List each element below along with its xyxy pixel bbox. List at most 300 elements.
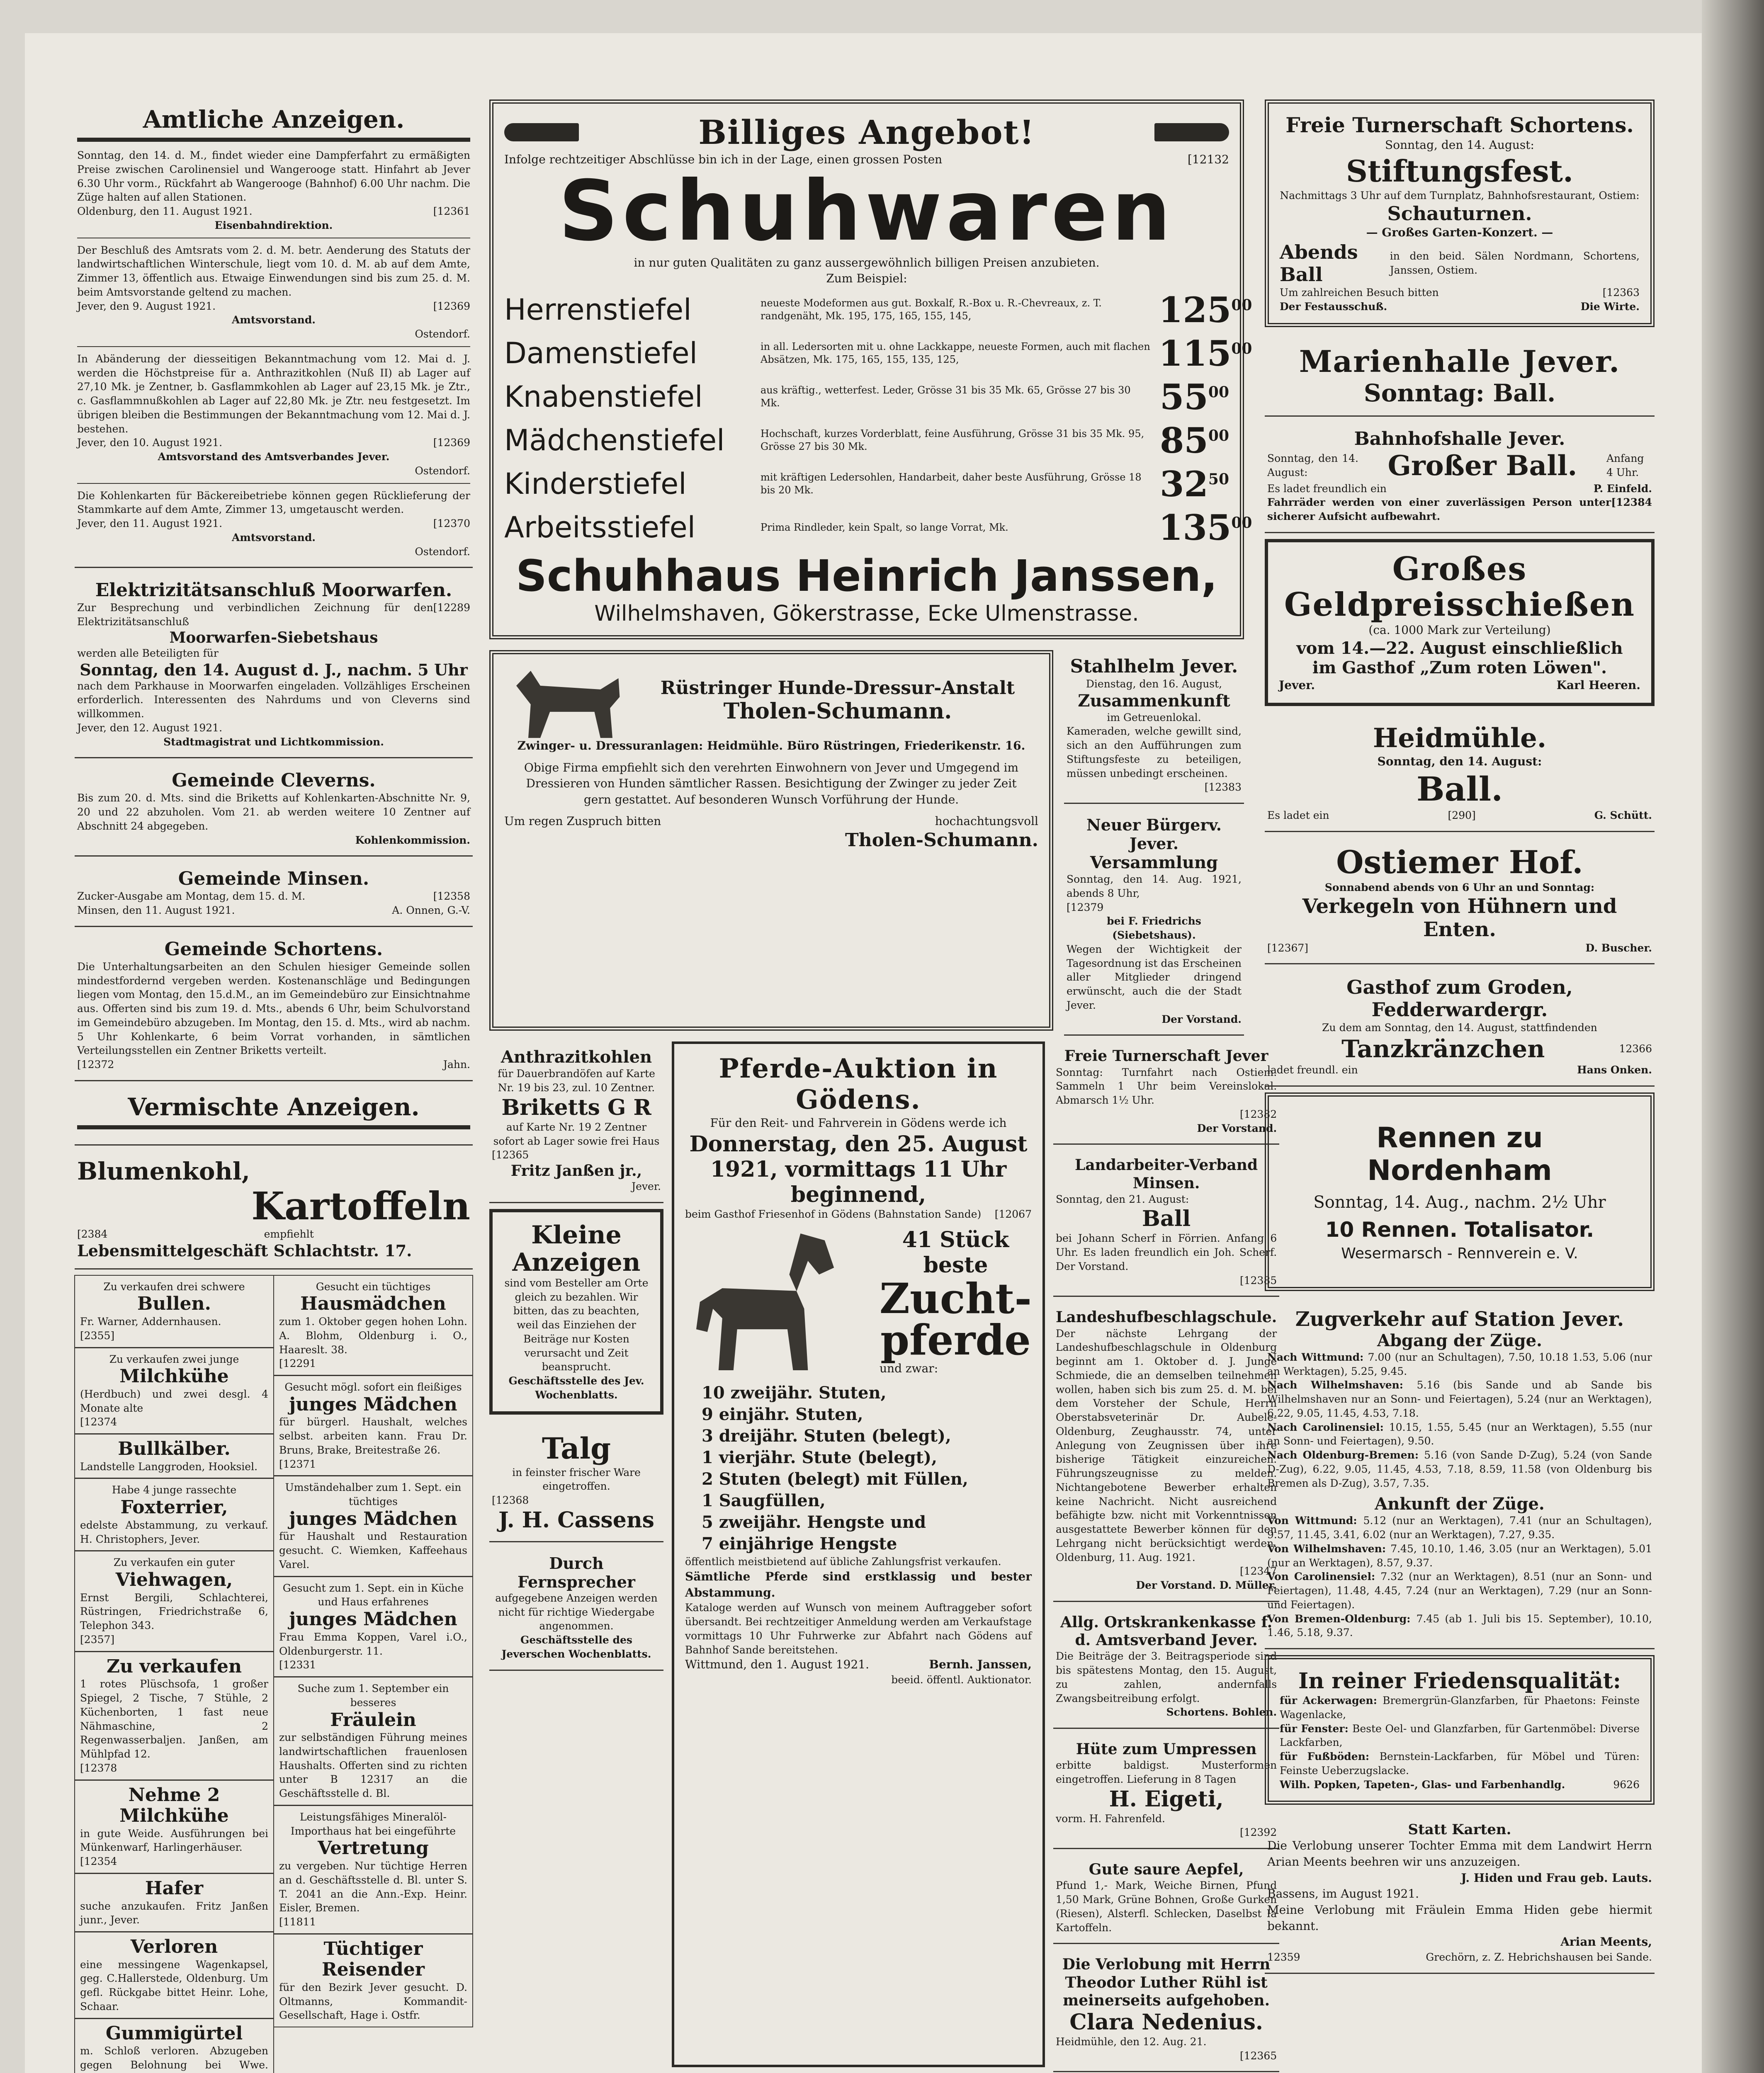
notice-text: erbitte baldigst. Musterformen eingetroffen. Lieferung in 8 Tagen [1056,1759,1277,1785]
notice-big: Ball [1142,1206,1191,1232]
product-desc: mit kräftigen Ledersohlen, Handarbeit, daher beste Ausführung, Grösse 18 bis 20 Mk. [761,471,1142,496]
ad-headline: Gasthof zum Groden, Fedderwardergr. [1346,976,1573,1021]
horse-list-item: 5 zweijähr. Hengste und [702,1512,926,1532]
small-ad [74,1651,274,1780]
ad-text: für Dauerbrandöfen auf Karte Nr. 19 bis 23, zul. 10 Zentner. [498,1068,655,1094]
ad-pre: Leistungsfähiges Mineralöl-Importhaus hat bei eingeführte [290,1811,456,1837]
product-cents: 00 [1208,427,1229,444]
rennen-ad [1265,1092,1655,1291]
notice-place: Moorwarfen-Siebetshaus [169,629,378,646]
product-price: $32^{50}$ [1159,463,1229,505]
box-headline: Kleine Anzeigen [512,1220,641,1277]
notice-text: Zur Besprechung und verbindlichen Zeichnung für den Elektrizitätsanschluß [77,602,433,628]
notice-text: Sonntag, den 21. August: [1056,1193,1189,1205]
left-column [75,100,473,2073]
ad-number: [2384 [77,1228,108,1240]
ad-number: [12367] [1267,942,1309,954]
notice-title: Hüte zum Umpressen [1076,1740,1257,1758]
ad-text: Es ladet ein [1267,809,1329,822]
ad-shop: Lebensmittelgeschäft Schlachtstr. 17. [77,1241,412,1260]
timetable-row [1267,1514,1652,1542]
ad-big: Ball. [1416,769,1503,809]
ad-text: für bürgerl. Haushalt, welches selbst. arbeiten kann. Frau Dr. Bruns, Brake, Breitestraße 26. [279,1416,467,1456]
small-ad [273,1934,473,2027]
ad-sub: Für den Reit- und Fahrverein in Gödens werde ich [710,1116,1007,1130]
paint-item [1280,1750,1640,1778]
timetable-destination: Nach Oldenburg-Bremen: [1267,1449,1424,1461]
pointing-hand-icon [504,123,579,141]
notice-sign: Amtsvorstand. [231,531,316,544]
ad-headline: In reiner Friedensqualität: [1298,1668,1621,1694]
verlobung-notice [1265,1816,1655,1973]
ad-text: m. Schloß verloren. Abzugeben gegen Belohnung bei Wwe. [80,2045,268,2071]
notice-text: Die Kohlenkarten für Bäckereibetriebe können gegen Rücklieferung der Stammkarte auf dem Amte, Zimmer 13, umgetauscht werden. [77,489,470,516]
ad-sign: Hans Onken. [1577,1064,1652,1076]
small-ad [74,1434,274,1478]
ad-big: Verkegeln von Hühnern und Enten. [1302,894,1617,941]
notice-text: Kameraden, welche gewillt sind, sich an den Aufführungen zum Stiftungsfeste zu beteiligen, müssen unbedingt erscheinen. [1067,725,1242,779]
ad-number: 12366 [1619,1043,1652,1055]
price-row [504,420,1229,461]
notice-date: Jever, den 12. August 1921. [77,721,223,734]
product-name: Knabenstiefel [504,380,703,414]
notice-number: [12361 [433,205,470,217]
notice-name: Ostendorf. [415,328,470,340]
ad-headline: Verloren [130,1936,218,1958]
notice-number: [12358 [433,890,470,903]
timetable-row [1267,1612,1652,1640]
notice-text: werden alle Beteiligten für [77,647,219,659]
ad-right: Karl Heeren. [1556,678,1640,692]
horse-list-item: 3 dreijähr. Stuten (belegt), [702,1426,951,1446]
timetable-times: 7.45, 10.10, 1.46, 3.05 (nur an Werktagen), 5.01 (nur an Werktagen), 8.57, 9.37. [1267,1542,1652,1569]
notice-text: In Abänderung der diesseitigen Bekanntmachung vom 12. Mai d. J. werden die Höchstpreise für a. Anthrazitkohlen (Nuß II) ab Lager auf 27,10 Mk. je Zentner, b. Gasflammkohlen ab Lager auf 23,15 Mk. je Ztr., c. Gasflammnußkohlen ab Lager auf 22,80 Mk. je Ztr. neu festgesetzt. Im übrigen bleiben die Bestimmungen der Bekanntmachung vom 12. Mai d. J. bestehen. [77,352,470,435]
arrivals [1267,1514,1652,1640]
timetable-destination: Nach Wilhelmshaven: [1267,1379,1417,1391]
notice-text: Sonntag: Turnfahrt nach Ostiem. Sammeln 1 Uhr beim Vereinslokal. Abmarsch 1½ Uhr. [1056,1066,1277,1107]
notice-date: Jever, den 9. August 1921. [77,300,216,312]
notice-sign: Amtsvorstand. [231,314,316,326]
product-cents: 00 [1231,296,1252,314]
timetable-title: Zugverkehr auf Station Jever. [1295,1307,1624,1331]
notice-title: Elektrizitätsanschluß Moorwarfen. [95,580,452,601]
ad-headline: Billiges Angebot! [698,113,1035,152]
ad-date: Sonntag, den 14. August: [1267,452,1358,478]
box-text: sind vom Besteller am Orte gleich zu bezahlen. Wir bitten, das zu beachten, weil das Einziehen der Beiträge nur Kosten verursacht und Zeit beansprucht. [504,1277,649,1373]
small-ad [74,1275,274,1348]
small-ad [74,1551,274,1651]
departures [1267,1350,1652,1490]
ad-text: Frau Emma Koppen, Varel i.O., Oldenburgerstr. 11. [279,1631,467,1657]
ad-headline: Talg [542,1431,611,1466]
ad-subtitle: in nur guten Qualitäten zu ganz aussergewöhnlich billigen Preisen anzubieten. [634,255,1100,269]
ad-text: öffentlich meistbietend auf übliche Zahlungsfrist verkaufen. [685,1556,1001,1568]
blumenkohl-ad [75,1151,473,1270]
shop-name: Schuhhaus Heinrich Janssen, [516,550,1217,601]
timetable-destination: Von Bremen-Oldenburg: [1267,1612,1417,1625]
ad-number: [12363 [1602,286,1640,299]
ad-number: [12067 [994,1208,1032,1220]
notice-sign: Stadtmagistrat und Lichtkommission. [163,736,384,748]
ad-text: Um zahlreichen Besuch bitten [1280,286,1439,299]
notice-text: Wegen der Wichtigkeit der Tagesordnung ist das Erscheinen aller Mitglieder dringend erwünscht, auch die der Stadt Jever. [1067,943,1242,1011]
product-price: $115^{00}$ [1159,333,1252,374]
small-ad [74,1780,274,1874]
paint-item-value: Beste Oel- und Glanzfarben, für Gartenmöbel: Diverse Lackfarben, [1280,1722,1640,1749]
price-row [504,464,1229,505]
notice-text: Der Beschluß des Amtsrats vom 2. d. M. betr. Aenderung des Statuts der landwirtschaftlichen Winterschule, liegt vom 10. d. M. ab auf dem Amte, Zimmer 13, öffentlich aus. Etwaige Einwendungen sind bis zum 25. d. M. beim Amtsvorstande geltend zu machen. [77,244,470,298]
notice-sign: J. Hiden und Frau geb. Lauts. [1461,1871,1652,1885]
notice-text: Meine Verlobung mit Fräulein Emma Hiden gebe hiermit bekannt. [1267,1903,1652,1933]
ad-text: Ernst Bergili, Schlachterei, Rüstringen, Friedrichstraße 6, Telephon 343. [80,1591,268,1632]
ad-big: Zucht-pferde [880,1274,1032,1364]
paint-item-value: Bremergrün-Glanzfarben, für Phaetons: Feinste Wagenlacke, [1280,1694,1640,1721]
anthrazit-ad [489,1041,663,1203]
ad-zum: Zum Beispiel: [826,272,907,286]
ad-headline: Nehme 2 Milchkühe [119,1784,229,1827]
product-cents: 00 [1231,514,1252,532]
notice-title: Gemeinde Schortens. [164,938,383,960]
ad-headline: Bahnhofshalle Jever. [1354,428,1565,449]
small-ad [74,1347,274,1435]
ad-konzert: — Großes Garten-Konzert. — [1366,226,1553,240]
notice-sign: Der Vorstand. [1161,1013,1242,1025]
product-desc: aus kräftig., wetterfest. Leder, Grösse 31 bis 35 Mk. 65, Grösse 27 bis 30 Mk. [761,384,1131,409]
small-ad [273,1275,473,1376]
ad-big: 10 Rennen. Totalisator. [1325,1217,1594,1242]
small-ad [273,1805,473,1934]
small-ad [74,2018,274,2073]
timetable-times: 7.32 (nur an Werktagen), 8.51 (nur an Sonn- und Feiertagen), 11.48, 4.45, 7.24 (nur an Werktagen), 7.29 (nur an Sonn- und Feiertagen). [1267,1571,1652,1611]
notice-place: Grechörn, z. Z. Hebrichshausen bei Sande. [1426,1951,1652,1963]
moorwarfen-notice [75,574,473,758]
notice-place: bei F. Friedrichs (Siebetshaus). [1107,915,1201,942]
horse-list [685,1382,1032,1555]
ad-headline: junges Mädchen [289,1393,457,1415]
notice-number: 12359 [1267,1951,1300,1963]
product-name: Mädchenstiefel [504,423,725,458]
timetable-sub: Ankunft der Züge. [1375,1494,1545,1514]
ad-number: [12384 [1611,496,1652,509]
ad-text: zur selbständigen Führung meines landwirtschaftlichen frauenlosen Haushalts. Offerten sind zu richten unter B 12317 an die Geschäftsstelle d. Bl. [279,1731,467,1800]
ad-date: Wittmund, den 1. August 1921. [685,1658,870,1672]
product-price: $55^{00}$ [1159,376,1229,418]
ad-headline: Foxterrier, [120,1497,228,1518]
paint-item-key: für Fußböden: [1280,1750,1380,1763]
notice-text: Bis zum 20. d. Mts. sind die Briketts auf Kohlenkarten-Abschnitte Nr. 9, 20 und 22 abzuholen. Vom 21. ab werden weitere 10 Zentner auf Abschnitt 24 abgegeben. [77,792,470,832]
ad-headline: Anthrazitkohlen [501,1047,652,1067]
ad-headline: Tüchtiger Reisender [322,1938,425,1981]
notice-sign: Der Vorstand. [1197,1122,1277,1134]
hunde-ad [489,650,1053,1031]
book-binding [1702,0,1764,2073]
ad-date: Sonntag, den 14. August: [1385,138,1534,152]
notice-text: Zucker-Ausgabe am Montag, dem 15. d. M. [77,890,306,903]
mid-row-1 [489,650,1244,1042]
small-notice [1053,1151,1279,1297]
ad-number: 9626 [1613,1778,1640,1791]
product-name: Arbeitsstiefel [504,510,696,545]
cleverns-notice [75,764,473,857]
notice-number: [12383 [1204,781,1242,794]
price-row [504,376,1229,418]
ad-text: Es ladet freundlich ein [1267,482,1387,495]
product-desc: neueste Modeformen aus gut. Boxkalf, R.-Box u. R.-Chevreaux, z. T. randgenäht, Mk. 195, 175, 165, 155, 145, [761,297,1102,322]
ad-headline: Rennen zu Nordenham [1367,1121,1552,1187]
timetable-sub: Abgang der Züge. [1377,1330,1542,1350]
notice-big: Clara Nedenius. [1069,2009,1263,2035]
notice-date: Minsen, den 11. August 1921. [77,904,235,916]
ad-sign: J. H. Cassens [498,1507,654,1533]
small-ad [74,1873,274,1932]
product-desc: in all. Ledersorten mit u. ohne Lackkappe, neueste Formen, auch mit flachen Absätzen, Mk. 175, 165, 155, 135, 125, [761,341,1150,366]
dog-illustration [504,663,624,738]
notice-big: H. Eigeti, [1109,1786,1224,1812]
small-notice [1053,1855,1279,1944]
notice-title: Allg. Ortskrankenkasse f. d. Amtsverband Jever. [1060,1613,1273,1649]
shop-address: Wilhelmshaven, Gökerstrasse, Ecke Ulmenstrasse. [594,601,1139,626]
zugverkehr-timetable [1265,1302,1655,1649]
notice-text: bei Johann Scherf in Förrien. Anfang 6 Uhr. Es laden freundlich ein Joh. Scherf. Der Vorstand. [1056,1232,1277,1272]
ad-text: Nachmittags 3 Uhr auf dem Turnplatz, Bahnhofsrestaurant, Ostiem: [1280,189,1640,201]
price-row [504,289,1252,330]
mid-row-2 [489,1041,1277,2073]
ad-invite: ladet freundl. ein [1267,1064,1358,1076]
mid-small-ads [1053,1041,1279,2073]
price-row [504,333,1252,374]
product-price: $85^{00}$ [1159,420,1229,461]
ad-hoch: hochachtungsvoll [935,814,1038,828]
ad-text: für Haushalt und Restauration gesucht. C. Wiemken, Kaffeehaus Varel. [279,1530,467,1571]
vermischte-header [75,1087,473,1146]
mid-left-narrow [489,1041,663,2073]
notice-text: Die Unterhaltungsarbeiten an den Schulen hiesiger Gemeinde sollen mindestfordernd vergeben werden. Kostenanschläge und Bedingungen liegen vom Montag, den 15.d.M., an im Gemeindebüro zur Einsichtnahme aus. Offerten sind bis zum 19. d. Mts., abends 6 Uhr, beim Schulvorstand im Gemeindebüro abzugeben. Im Montag, den 15. d. Mts., wird ab nachm. 5 Uhr Kohlenkarte, 6 beim Vorrat vorhanden, in sämtlichen Verteilungsstellen ein Zentner Briketts verteilt. [77,960,470,1057]
ad-intro: Infolge rechtzeitiger Abschlüsse bin ich in der Lage, einen grossen Posten [504,153,943,166]
ad-headline: Hafer [145,1877,204,1899]
small-ads-col-2 [274,1275,473,2073]
ad-number: [12374 [80,1416,117,1428]
ad-number: [12132 [1188,153,1229,166]
ad-text: für den Bezirk Jever gesucht. D. Oltmanns, Kommandit-Gesellschaft, Hage i. Ostfr. [279,1981,467,2022]
notice-sign: A. Onnen, G.-V. [392,904,470,916]
pointing-hand-icon [1154,123,1229,141]
ad-text: zum 1. Oktober gegen hohen Lohn. A. Blohm, Oldenburg i. O., Haareslt. 38. [279,1316,467,1356]
notice-sign: Der Vorstand. D. Müller. [1136,1579,1277,1592]
small-ad [273,1677,473,1806]
notice-text: Pfund 1,- Mark, Weiche Birnen, Pfund 1,50 Mark, Grüne Bohnen, Große Gurken (Riesen), Alsterfl. Schlecken, Daselbst Ia Kartoffeln. [1056,1879,1277,1934]
turnerschaft-ad [1265,100,1655,327]
notice-title: Gute saure Aepfel, [1089,1861,1244,1879]
notice-place: im Getreuenlokal. [1107,711,1201,723]
ad-und: und zwar: [880,1361,938,1375]
ad-pre: Gesucht ein tüchtiges [316,1280,431,1293]
notice-title: Landeshufbeschlagschule. [1056,1308,1277,1326]
ad-number: [12368 [492,1494,529,1507]
ad-pre: Zu verkaufen ein guter [113,1556,235,1569]
timetable-destination: Von Wilhelmshaven: [1267,1542,1391,1555]
notice-text: Sonntag, den 14. d. M., findet wieder eine Dampferfahrt zu ermäßigten Preise zwischen Carolinensiel und Wangerooge statt. Hinfahrt ab Jever 6.30 Uhr vorm., Rückfahrt ab Wangerooge (Bahnhof) 6.00 Uhr nachm. Die Züge halten auf allen Stationen. [77,149,470,204]
product-price: $125^{00}$ [1159,289,1252,330]
marienhalle-ad [1265,338,1655,417]
timetable-times: 5.12 (nur an Werktagen), 7.41 (nur an Schultagen), 9.57, 11.45, 3.41, 6.02 (nur an Werktagen), 7.27, 9.35. [1267,1515,1652,1541]
notice-name: Ostendorf. [415,545,470,558]
timetable-destination: Von Wittmund: [1267,1515,1363,1527]
ad-text: eine messingene Wagenkapsel, geg. C.Hallerstede, Oldenburg. Um gefl. Rückgabe bittet Heinr. Lohe, Schaar. [80,1958,268,2012]
ad-big: Großer Ball. [1387,449,1577,482]
notice-sign: Kohlenkommission. [355,834,470,846]
ad-sign: Tholen-Schumann. [845,830,1038,851]
geldpreisschiessen-ad [1265,539,1655,706]
paint-item-value: Bernstein-Lackfarben, für Möbel und Türen: Feinste Ueberzugslacke. [1280,1750,1640,1777]
horse-list-item: 1 vierjähr. Stute (belegt), [702,1448,938,1468]
ad-sub: Zwinger- u. Dressuranlagen: Heidmühle. Büro Rüstringen, Friederikenstr. 16. [517,738,1025,752]
notice-text: aufgegebene Anzeigen werden nicht für richtige Wiedergabe angenommen. [495,1592,658,1632]
price-list [504,289,1252,548]
ad-text: auf Karte Nr. 19 2 Zentner sofort ab Lager sowie frei Haus [493,1121,660,1147]
horse-list-item: 7 einjährige Hengste [702,1534,897,1554]
timetable-row [1267,1448,1652,1490]
horse-illustration [685,1233,871,1370]
ad-headline: junges Mädchen [289,1508,457,1529]
ad-headline: Ostiemer Hof. [1336,843,1583,881]
stahlhelm-notice [1064,650,1244,804]
ad-city: Jever. [632,1180,661,1193]
horse-list-item: 1 Saugfüllen, [702,1491,826,1511]
notice-text: Der nächste Lehrgang der Landeshufbeschlagschule in Oldenburg beginnt am 1. Oktober d. J. Junge Schmiede, die an demselben teilnehmen wollen, haben sich bis zum 25. d. M. bei dem Vorsteher der Schule, Herrn Oberstabsveterinär Dr. Aubele-Oldenburg, Zeughausstr. 74, unter Anlegung von Zeugnissen über ihre bisherige Tätigkeit einzureichen. Führungszeugnisse zu melden. Nichtangebotene Bewerber erhalten keine Nachricht. Nicht ausreichend befähigte bzw. nicht mit Vorkenntnissen ausgestattete Bewerber können für den Lehrgang nicht berücksichtigt werden. Oldenburg, 11. Aug. 1921. [1056,1327,1277,1563]
ad-giant-title: Schuhwaren [558,163,1175,260]
notice-when: Sonntag, den 14. August d. J., nachm. 5 Uhr [80,660,468,679]
ad-ball: Abends Ball [1280,241,1358,286]
ad-headline: Fräulein [330,1709,416,1731]
ad-number: [12365 [492,1149,529,1161]
notice-number: [12379 [1067,901,1104,913]
kleine-anzeigen-box [489,1209,663,1415]
ad-sign: Wesermarsch - Rennverein e. V. [1341,1245,1578,1262]
notice-sign: Jahn. [443,1058,470,1070]
notice-text: vorm. H. Fahrenfeld. [1056,1812,1165,1825]
notice-text: Die Verlobung unserer Tochter Emma mit dem Landwirt Herrn Arian Meents beehren wir uns anzuzeigen. [1267,1839,1652,1869]
ad-text: Obige Firma empfiehlt sich den verehrten Einwohnern von Jever und Umgegend im Dressieren von Hunden sämtlicher Rassen. Besichtigung der Zwinger zu jeder Zeit gern gestattet. Auf besonderen Wunsch Vorführung der Hunde. [524,760,1019,806]
notice-sign: Amtsvorstand des Amtsverbandes Jever. [158,451,390,463]
notice-head: Statt Karten. [1408,1821,1511,1838]
timetable-row [1267,1378,1652,1420]
notice-title: Die Verlobung mit Herrn Theodor Luther Rühl ist meinerseits aufgehoben. [1062,1956,1271,2009]
heidmuehle-ad [1265,717,1655,832]
pferde-auktion-ad [672,1041,1045,2067]
ad-headline: Bullkälber. [118,1438,231,1460]
mid-side-ads [1064,650,1244,1042]
ad-headline: Großes Geldpreisschießen [1284,550,1635,624]
ad-text: zu vergeben. Nur tüchtige Herren an d. Geschäftsstelle d. Bl. unter S. T. 2041 an die Ann.-Exp. Heinr. Eisler, Bremen. [279,1860,467,1914]
ad-sign: Die Wirte. [1580,300,1640,313]
small-notice [1053,1735,1279,1849]
ad-headline: Bullen. [137,1293,211,1315]
ad-when: vom 14.—22. August einschließlich [1296,638,1623,658]
ad-number: [12371 [279,1458,316,1470]
notice-title: Stahlhelm Jever. [1070,655,1238,677]
schuhwaren-ad [489,100,1252,639]
ad-headline: Milchkühe [119,1366,229,1387]
product-cents: 50 [1208,470,1229,488]
ad-note: Fahrräder werden von einer zuverlässigen Person unter sicherer Aufsicht aufbewahrt. [1267,496,1611,522]
ad-headline: Pferde-Auktion in Gödens. [719,1053,998,1116]
notice-title: Durch Fernsprecher [518,1554,635,1591]
ad-sign: G. Schütt. [1594,809,1652,822]
minsen-notice [75,862,473,927]
ad-sub: (ca. 1000 Mark zur Verteilung) [1368,623,1551,637]
notice-head: Zusammenkunft [1078,691,1230,711]
notice-title: Landarbeiter-Verband Minsen. [1075,1156,1258,1192]
notice-date: Bassens, im August 1921. [1267,1887,1419,1901]
ad-number: [12331 [279,1659,316,1671]
timetable-times: 5.16 (bis Sande und ab Sande bis Wilhelmshaven nur an Sonn- und Feiertagen), 5.24 (nur an Werktagen), 6.22, 9.05, 11.45, 4.53, 7.18. [1267,1379,1652,1419]
amtliche-anzeigen [75,100,473,568]
timetable-row [1267,1420,1652,1449]
notice-title: Neuer Bürgerv. Jever. [1086,816,1222,853]
small-ad [273,1576,473,1677]
ad-date: Sonntag, 14. Aug., nachm. 2½ Uhr [1313,1192,1606,1212]
ad-anfang: Anfang 4 Uhr. [1606,452,1644,478]
ad-text: Kataloge werden auf Wunsch von meinem Auftraggeber sofort übersandt. Bei rechtzeitiger Anmeldung werden am Verkaufstage vormittags 10 Uhr Fuhrwerke zur Abfahrt nach Gödens auf Bahnhof Sande bereitstehen. [685,1602,1032,1656]
small-ad [273,1476,473,1576]
paint-item [1280,1694,1640,1722]
product-name: Kinderstiefel [504,467,687,501]
notice-title: Gemeinde Minsen. [178,868,369,890]
ad-text: in feinster frischer Ware eingetroffen. [512,1466,641,1493]
ad-headline: Gummigürtel [105,2022,243,2044]
notice-date: Oldenburg, den 11. August 1921. [77,205,253,217]
ad-pre: Gesucht mögl. sofort ein fleißiges [284,1381,462,1393]
notice-date: Dienstag, den 16. August, [1086,677,1222,690]
product-cents: 00 [1208,383,1229,401]
notice-text: nach dem Parkhause in Moorwarfen eingeladen. Vollzähliges Erscheinen erforderlich. Interessenten des Nahrdums und von Cleverns sind willkommen. [77,680,470,720]
ad-text: Fr. Warner, Addernhausen. [80,1316,221,1328]
timetable-times: 7.00 (nur an Schultagen), 7.50, 10.18 1.53, 5.06 (nur an Werktagen), 5.25, 9.45. [1267,1351,1652,1377]
small-ads-col-1 [75,1275,274,2073]
notice-date: Jever, den 11. August 1921. [77,517,223,529]
ad-sign: Fritz Janßen jr., [510,1162,642,1180]
ad-bitte: Um regen Zuspruch bitten [504,814,661,828]
ad-text: Sonnabend abends von 6 Uhr an und Sonntag: [1324,881,1595,893]
ad-number: [11811 [279,1916,316,1928]
ad-headline: Vertretung [318,1838,429,1859]
notice-sign: Schortens. Bohlen. [1166,1706,1277,1719]
ad-number: [12291 [279,1357,316,1370]
small-notice [1053,1041,1279,1145]
friedensqualitaet-ad [1265,1655,1655,1805]
timetable-times: 10.15, 1.55, 5.45 (nur an Werktagen), 5.55 (nur an Sonn- und Feiertagen), 9.50. [1267,1421,1652,1447]
ad-left: Jever. [1279,678,1315,692]
ad-date: Sonntag, den 14. August: [1377,754,1542,768]
notice-number: [12365 [1239,2049,1277,2062]
ad-text: (Herdbuch) und zwei desgl. 4 Monate alte [80,1388,268,1414]
ad-headline: Rüstringer Hunde-Dressur-Anstalt [660,677,1015,699]
right-column [1265,100,1655,1980]
schortens-notice [75,933,473,1081]
divider [77,138,470,142]
horse-list-item: 9 einjähr. Stuten, [702,1405,863,1425]
notice-sign: Arian Meents, [1560,1935,1652,1949]
notice-name: Ostendorf. [415,464,470,477]
paint-item-key: für Fenster: [1280,1722,1353,1735]
notice-number: [12372 [77,1058,114,1070]
ad-text: in gute Weide. Ausführungen bei Münkenwarf, Harlingerhäuser. [80,1827,268,1854]
ad-headline: Hausmädchen [300,1293,446,1315]
ad-sign: Bernh. Janssen, [929,1658,1032,1672]
ad-number: [12354 [80,1855,117,1868]
timetable-row [1267,1570,1652,1612]
ad-text: Landstelle Langgroden, Hooksiel. [80,1460,258,1473]
